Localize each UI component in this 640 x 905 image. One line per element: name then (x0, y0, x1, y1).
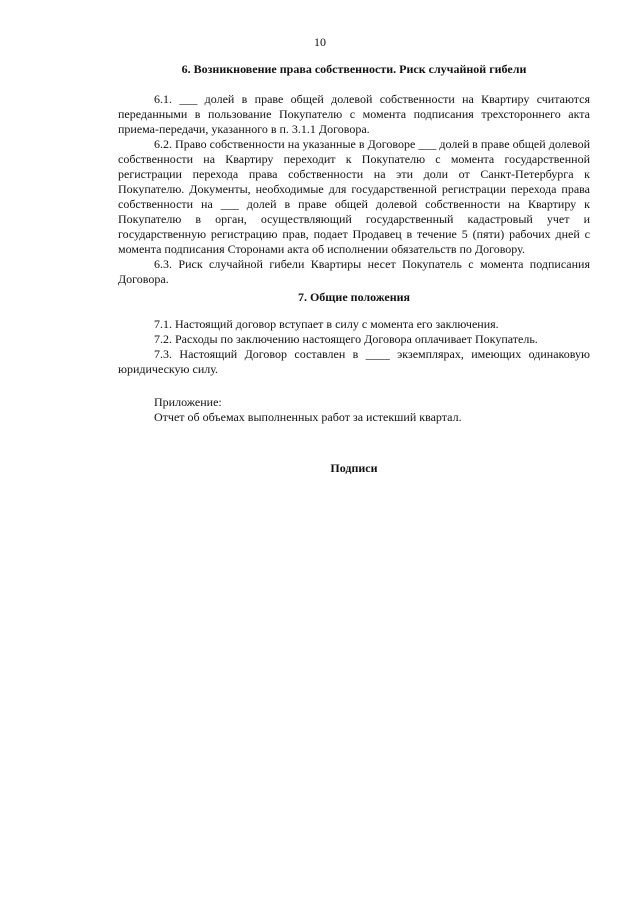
clause-6-3: 6.3. Риск случайной гибели Квартиры несет Покупатель с момента подписания Договора. (118, 257, 590, 286)
clause-7-2: 7.2. Расходы по заключению настоящего Договора оплачивает Покупатель. (154, 332, 538, 346)
section-7-heading: 7. Общие положения (297, 290, 411, 304)
signatures-heading: Подписи (330, 461, 378, 475)
clause-7-1: 7.1. Настоящий договор вступает в силу с момента его заключения. (154, 317, 499, 331)
appendix-item: Отчет об объемах выполненных работ за истекший квартал. (154, 410, 462, 424)
clause-6-1: 6.1. ___ долей в праве общей долевой собственности на Квартиру считаются переданными в пользование Покупателю с момента подписания трехстороннего акта приема-передачи, указанного в п. 3.1.1 Договора. (118, 92, 590, 136)
page-number: 10 (314, 35, 326, 49)
document-body (118, 62, 590, 476)
clause-6-2: 6.2. Право собственности на указанные в Договоре ___ долей в праве общей долевой собственности на Квартиру переходит к Покупателю с момента государственной регистрации перехода права собственности на эти доли от Санкт-Петербурга к Покупателю. Документы, необходимые для государственной регистрации перехода права собственности на ___ долей в праве общей долевой собственности на Квартиру к Покупателю в орган, осуществляющий государственный кадастровый учет и государственную регистрацию прав, подает Продавец в течение 5 (пяти) рабочих дней с момента подписания Сторонами акта об исполнении обязательств по Договору. (118, 137, 590, 256)
clause-7-3: 7.3. Настоящий Договор составлен в ____ экземплярах, имеющих одинаковую юридическую силу. (118, 347, 590, 376)
appendix (118, 395, 590, 425)
section-6-heading: 6. Возникновение права собственности. Риск случайной гибели (181, 62, 527, 76)
appendix-label: Приложение: (154, 395, 222, 409)
